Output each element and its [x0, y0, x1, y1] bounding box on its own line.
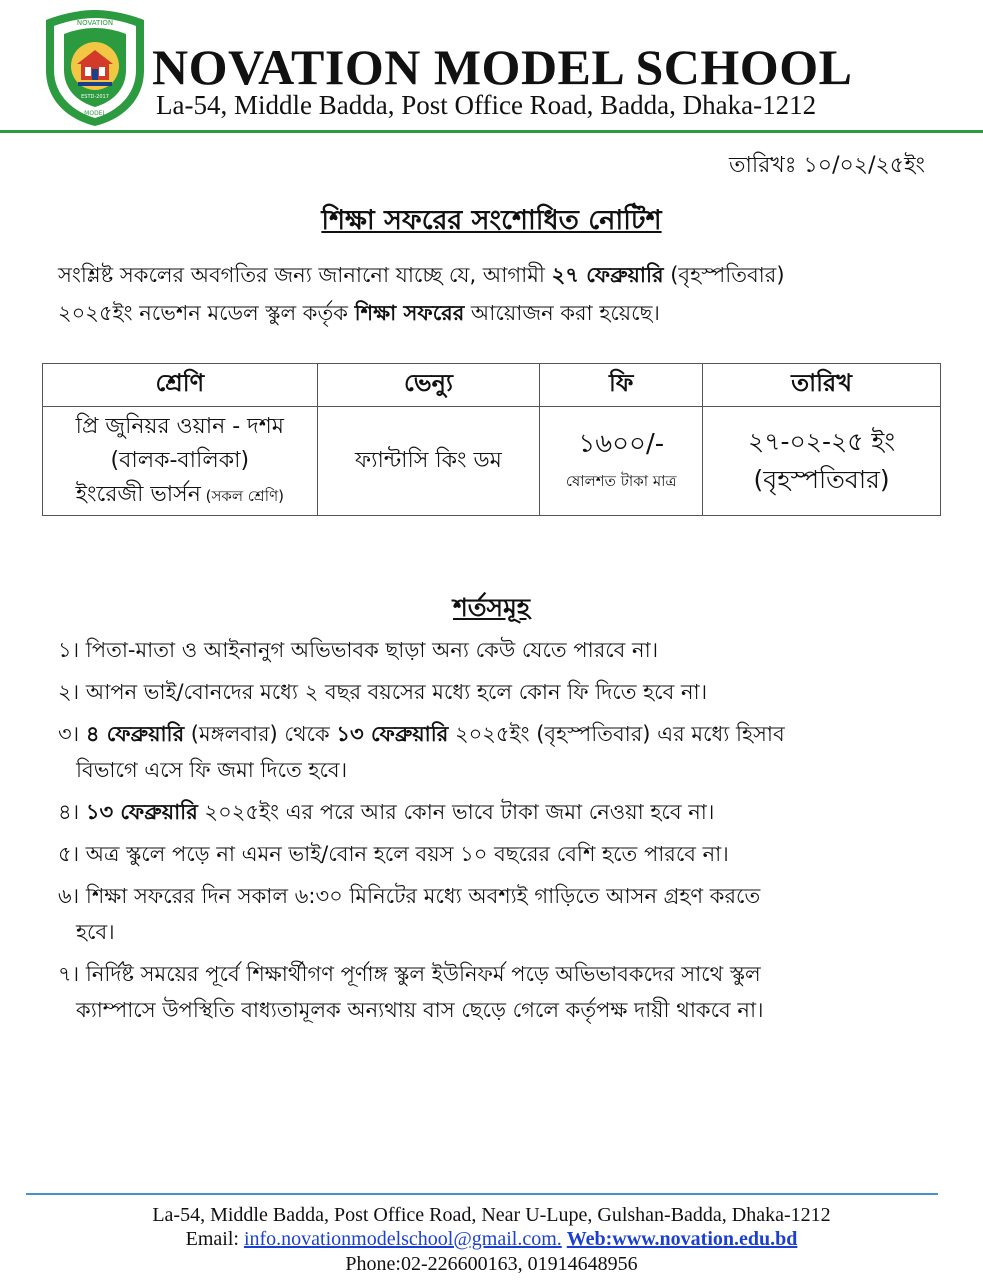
notice-title: শিক্ষা সফরের সংশোধিত নোটিশ	[321, 205, 662, 236]
conditions-list	[58, 632, 933, 1034]
header-divider	[0, 130, 983, 133]
email-link[interactable]: info.novationmodelschool@gmail.com.	[243, 1228, 562, 1250]
notice-date	[729, 148, 925, 185]
list-item: ৬। শিক্ষা সফরের দিন সকাল ৬:৩০ মিনিটের মধ্যে অবশ্যই গাড়িতে আসন গ্রহণ করতে হবে।	[58, 884, 761, 944]
list-item: ৪। ১৩ ফেব্রুয়ারি ২০২৫ইং এর পরে আর কোন ভাবে টাকা জমা নেওয়া হবে না।	[58, 800, 715, 824]
footer-contact: Email: info.novationmodelschool@gmail.com. Web:www.novation.edu.bd	[185, 1228, 798, 1250]
notice-intro	[58, 256, 926, 332]
header-fee: ফি	[540, 364, 703, 407]
school-name: NOVATION MODEL SCHOOL	[152, 39, 853, 95]
website-link[interactable]: Web:www.novation.edu.bd	[566, 1228, 798, 1250]
table-header-row	[43, 364, 941, 407]
intro-line-1: সংশ্লিষ্ট সকলের অবগতির জন্য জানানো যাচ্ছে যে, আগামী ২৭ ফেব্রুয়ারি (বৃহস্পতিবার)	[58, 263, 785, 287]
date-label: তারিখঃ	[729, 153, 797, 178]
svg-text:MODEL: MODEL	[84, 110, 106, 117]
date-value: ১০/০২/২৫ইং	[803, 153, 925, 178]
cell-fee: ১৬০০/- ষোলশত টাকা মাত্র	[540, 407, 703, 516]
list-item: ৫। অত্র স্কুলে পড়ে না এমন ভাই/বোন হলে বয়স ১০ বছরের বেশি হতে পারবে না।	[58, 842, 729, 866]
header-class: শ্রেণি	[43, 364, 318, 407]
cell-venue: ফ্যান্টাসি কিং ডম	[317, 407, 540, 516]
list-item: ১। পিতা-মাতা ও আইনানুগ অভিভাবক ছাড়া অন্য কেউ যেতে পারবে না।	[58, 638, 659, 662]
school-address: La-54, Middle Badda, Post Office Road, Badda, Dhaka-1212	[156, 90, 817, 120]
list-item: ২। আপন ভাই/বোনদের মধ্যে ২ বছর বয়সের মধ্যে হলে কোন ফি দিতে হবে না।	[58, 680, 708, 704]
header-date: তারিখ	[703, 364, 941, 407]
svg-text:NOVATION: NOVATION	[76, 19, 114, 27]
table-row	[43, 407, 941, 516]
tour-details-table	[42, 363, 941, 516]
list-item: ৩। ৪ ফেব্রুয়ারি (মঙ্গলবার) থেকে ১৩ ফেব্রুয়ারি ২০২৫ইং (বৃহস্পতিবার) এর মধ্যে হিসাব বিভাগে এসে ফি জমা দিতে হবে।	[58, 722, 785, 782]
cell-class: প্রি জুনিয়র ওয়ান - দশম (বালক-বালিকা) ইংরেজী ভার্সন (সকল শ্রেণি)	[43, 407, 318, 516]
header-venue: ভেন্যু	[317, 364, 540, 407]
conditions-title: শর্তসমূহ	[452, 593, 531, 622]
footer-divider	[26, 1193, 938, 1195]
footer-phone: Phone:02-226600163, 01914648956	[345, 1253, 638, 1275]
svg-text:ESTD-2017: ESTD-2017	[81, 94, 109, 100]
list-item: ৭। নির্দিষ্ট সময়ের পূর্বে শিক্ষার্থীগণ পূর্ণাঙ্গ স্কুল ইউনিফর্ম পড়ে অভিভাবকদের সাথে স্কুল ক্যাম্পাসে উপস্থিতি বাধ্যতামূলক অন্যথায় বাস ছেড়ে গেলে কর্তৃপক্ষ দায়ী থাকবে না।	[58, 962, 764, 1022]
cell-date: ২৭-০২-২৫ ইং (বৃহস্পতিবার)	[703, 407, 941, 516]
school-crest-icon	[40, 6, 150, 130]
footer-address: La-54, Middle Badda, Post Office Road, Near U-Lupe, Gulshan-Badda, Dhaka-1212	[152, 1204, 831, 1226]
intro-line-2: ২০২৫ইং নভেশন মডেল স্কুল কর্তৃক শিক্ষা সফরের আয়োজন করা হয়েছে।	[58, 301, 660, 325]
